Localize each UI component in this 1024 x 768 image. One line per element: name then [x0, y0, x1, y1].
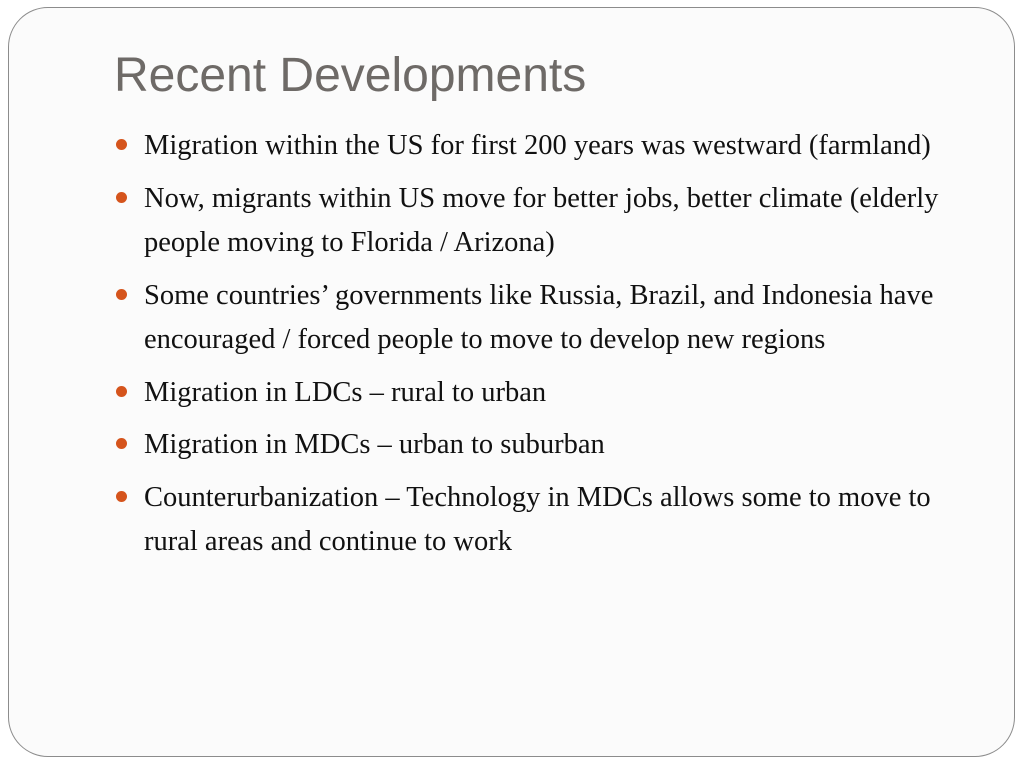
bullet-item	[114, 124, 954, 169]
bullet-item	[114, 371, 954, 416]
bullet-text: Some countries’ governments like Russia, Brazil, and Indonesia have encouraged / forced people to move to develop new regions	[144, 279, 934, 355]
bullet-dot-icon	[116, 386, 127, 397]
bullet-list	[114, 124, 954, 573]
bullet-item	[114, 476, 954, 565]
bullet-text: Now, migrants within US move for better jobs, better climate (elderly people moving to Florida / Arizona)	[144, 182, 939, 258]
bullet-dot-icon	[116, 192, 127, 203]
bullet-dot-icon	[116, 139, 127, 150]
bullet-dot-icon	[116, 289, 127, 300]
bullet-text: Counterurbanization – Technology in MDCs allows some to move to rural areas and continue to work	[144, 481, 931, 557]
slide-title: Recent Developments	[114, 49, 587, 102]
bullet-item	[114, 274, 954, 363]
bullet-dot-icon	[116, 438, 127, 449]
bullet-item	[114, 423, 954, 468]
bullet-item	[114, 177, 954, 266]
bullet-dot-icon	[116, 491, 127, 502]
bullet-text: Migration within the US for first 200 years was westward (farmland)	[144, 130, 931, 161]
bullet-text: Migration in LDCs – rural to urban	[144, 376, 547, 408]
bullet-text: Migration in MDCs – urban to suburban	[144, 429, 605, 460]
